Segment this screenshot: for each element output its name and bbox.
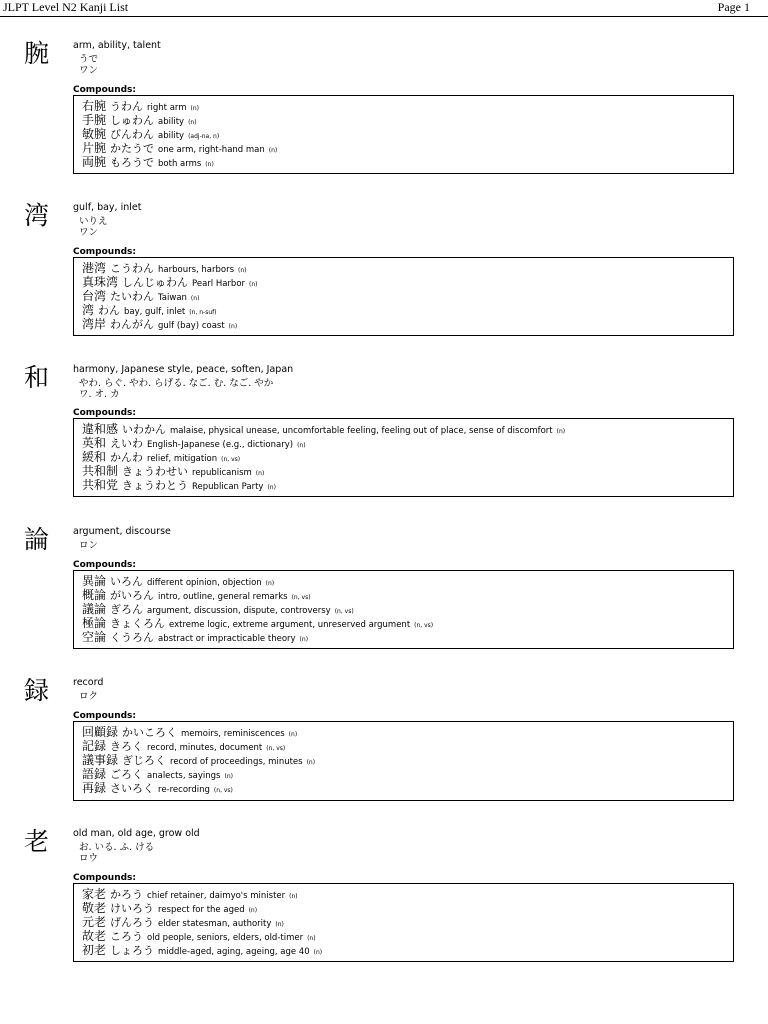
kanji-character: 腕 [24,39,50,68]
compound-reading: いわかん [122,423,167,436]
compound-part-of-speech: (n, n-suf) [189,309,217,316]
compound-part-of-speech: (n, vs) [213,787,233,794]
compound-part-of-speech: (n) [249,281,258,288]
compound-definition: re-recording [158,785,210,795]
compound-row [82,127,733,141]
compound-part-of-speech: (n) [255,470,265,477]
compound-reading: かろう [110,888,144,901]
compound-row [82,781,733,795]
kanji-entry [0,677,768,801]
compound-part-of-speech: (n, vs) [291,594,311,601]
compounds-box [73,418,734,497]
compounds-label: Compounds: [73,873,137,883]
compound-row [82,317,733,331]
compound-definition: malaise, physical unease, uncomfortable feeling, feeling out of place, sense of discomfort [170,426,553,436]
kanji-meaning: gulf, bay, inlet [73,202,142,213]
compound-part-of-speech: (n) [288,731,298,738]
compound-definition: analects, sayings [147,771,221,781]
compound-word: 異論 [82,574,107,588]
kanji-readings [79,691,98,702]
compound-part-of-speech: (n) [299,636,309,643]
compound-row [82,588,733,602]
compound-row [82,602,733,616]
compound-row [82,261,733,275]
compound-part-of-speech: (n) [268,147,278,154]
compound-part-of-speech: (n, vs) [221,456,241,463]
kanji-character: 録 [24,676,50,705]
compound-part-of-speech: (n) [188,119,197,126]
compound-word: 湾 [82,303,95,317]
compounds-box [73,257,734,336]
compound-reading: げんろう [110,916,155,929]
compound-definition: ability [158,117,185,127]
compound-part-of-speech: (n) [224,773,233,780]
compound-word: 台湾 [82,289,107,303]
compound-row [82,767,733,781]
compound-reading: きょくろん [110,617,166,630]
compound-part-of-speech: (n, vs) [266,745,286,752]
compound-definition: chief retainer, daimyo's minister [147,891,286,901]
compound-reading: きろく [110,740,144,753]
compound-row [82,99,733,113]
compound-definition: different opinion, objection [147,578,262,588]
compound-reading: わん [98,304,121,317]
compound-row [82,141,733,155]
compound-row [82,155,733,169]
compound-reading: たいわん [110,290,155,303]
compound-reading: ぎろん [110,603,144,616]
compound-row [82,901,733,915]
compound-row [82,725,733,739]
compound-reading: こうわん [110,262,155,275]
compound-row [82,574,733,588]
compound-definition: bay, gulf, inlet [124,307,186,317]
compound-reading: ごろく [110,768,144,781]
compound-word: 湾岸 [82,317,107,331]
compound-word: 敬老 [82,901,107,915]
compound-reading: ぎじろく [122,754,167,767]
kanji-reading: ロン [79,540,99,551]
compound-definition: relief, mitigation [147,454,218,464]
compound-definition: Republican Party [192,482,264,492]
compound-word: 元老 [82,915,107,929]
compound-word: 港湾 [82,261,107,275]
compound-word: 共和制 [82,464,119,478]
compound-definition: abstract or impracticable theory [158,634,296,644]
compound-reading: しょろう [110,944,155,957]
compound-reading: きょうわとう [122,479,189,492]
compound-reading: きょうわせい [122,465,189,478]
compound-row [82,943,733,957]
kanji-reading: ロウ [79,853,99,864]
compound-part-of-speech: (adj-na, n) [188,133,220,140]
compound-definition: Taiwan [158,293,187,303]
compound-reading: しゅわん [110,114,155,127]
compounds-box [73,95,734,174]
page-number: Page 1 [717,0,750,14]
compound-row [82,630,733,644]
compound-reading: しんじゅわん [122,276,189,289]
compound-word: 回顧録 [82,725,119,739]
kanji-readings [79,378,273,400]
compound-word: 記録 [82,739,107,753]
compound-word: 敏腕 [82,127,107,141]
compound-part-of-speech: (n) [313,949,323,956]
compound-word: 真珠湾 [82,275,119,289]
compound-word: 右腕 [82,99,107,113]
compounds-box [73,721,734,801]
compound-reading: えいわ [110,437,144,450]
compounds-label: Compounds: [73,85,137,95]
kanji-readings [79,842,154,864]
compound-word: 議事録 [82,753,119,767]
kanji-reading: ワン [79,65,99,76]
compound-part-of-speech: (n) [228,323,238,330]
kanji-reading: ワン [79,227,99,238]
kanji-character: 和 [24,363,50,392]
compound-word: 緩和 [82,450,107,464]
compound-definition: record, minutes, document [147,743,263,753]
compound-row [82,303,733,317]
compound-word: 片腕 [82,141,107,155]
compound-row [82,887,733,901]
compound-part-of-speech: (n) [190,105,200,112]
compound-reading: もろうで [110,156,155,169]
kanji-meaning: arm, ability, talent [73,40,161,51]
compound-definition: old people, seniors, elders, old-timer [147,933,304,943]
compound-reading: さいろく [110,782,155,795]
compound-row [82,929,733,943]
compounds-box [73,570,734,649]
compound-definition: both arms [158,159,202,169]
compound-reading: ころう [110,930,144,943]
kanji-reading: うで [79,54,99,65]
compound-reading: びんわん [110,128,155,141]
compound-definition: intro, outline, general remarks [158,592,288,602]
compound-definition: middle-aged, aging, ageing, age 40 [158,947,310,957]
kanji-entry [0,202,768,336]
page-header [0,0,768,17]
compound-part-of-speech: (n) [248,907,258,914]
kanji-meaning: old man, old age, grow old [73,828,200,839]
compound-word: 語録 [82,767,107,781]
compound-row [82,436,733,450]
kanji-reading: ワ. オ. カ [79,389,120,400]
compound-reading: かんわ [110,451,144,464]
kanji-reading: ロク [79,691,99,702]
compound-reading: けいろう [110,902,155,915]
kanji-readings [79,540,98,551]
compound-word: 再録 [82,781,107,795]
compound-definition: one arm, right-hand man [158,145,265,155]
kanji-readings [79,216,108,238]
compound-definition: English-Japanese (e.g., dictionary) [147,440,294,450]
compound-reading: わんがん [110,318,155,331]
kanji-meaning: record [73,677,104,688]
compound-word: 違和感 [82,422,119,436]
compound-word: 英和 [82,436,107,450]
compound-definition: respect for the aged [158,905,245,915]
kanji-meaning: argument, discourse [73,526,171,537]
compound-definition: argument, discussion, dispute, controversy [147,606,331,616]
compound-row [82,739,733,753]
compound-part-of-speech: (n) [556,428,566,435]
compound-row [82,464,733,478]
compound-row [82,113,733,127]
compounds-label: Compounds: [73,247,137,257]
compound-definition: extreme logic, extreme argument, unreserved argument [169,620,411,630]
compounds-label: Compounds: [73,408,137,418]
kanji-meaning: harmony, Japanese style, peace, soften, Japan [73,364,294,375]
compound-part-of-speech: (n) [306,759,316,766]
compound-row [82,422,733,436]
compounds-box [73,883,734,962]
compound-reading: いろん [110,575,144,588]
kanji-readings [79,54,98,76]
compound-part-of-speech: (n) [267,484,276,491]
compound-definition: memoirs, reminiscences [181,729,285,739]
kanji-reading: やわ. らぐ. やわ. らげる. なご. む. なご. やか [79,378,274,389]
document-title: JLPT Level N2 Kanji List [3,0,129,14]
compound-row [82,915,733,929]
kanji-entry [0,526,768,649]
kanji-entry [0,364,768,497]
compound-row [82,478,733,492]
compound-row [82,616,733,630]
compound-word: 概論 [82,588,107,602]
compound-definition: harbours, harbors [158,265,235,275]
compound-definition: record of proceedings, minutes [170,757,303,767]
compounds-label: Compounds: [73,560,137,570]
kanji-character: 湾 [24,201,50,230]
compound-part-of-speech: (n) [275,921,284,928]
compound-reading: がいろん [110,589,155,602]
compound-row [82,275,733,289]
kanji-character: 老 [24,827,50,856]
compound-row [82,450,733,464]
kanji-entry [0,828,768,962]
compound-part-of-speech: (n) [238,267,247,274]
kanji-character: 論 [24,525,50,554]
compound-word: 両腕 [82,155,107,169]
kanji-entry [0,40,768,174]
kanji-reading: お. いる. ふ. ける [79,842,155,853]
compound-word: 故老 [82,929,107,943]
compound-part-of-speech: (n, vs) [414,622,434,629]
compound-row [82,289,733,303]
compound-definition: Pearl Harbor [192,279,246,289]
compound-part-of-speech: (n) [297,442,306,449]
compound-word: 手腕 [82,113,107,127]
compound-definition: gulf (bay) coast [158,321,225,331]
compound-definition: republicanism [192,468,252,478]
compounds-label: Compounds: [73,711,137,721]
compound-part-of-speech: (n) [205,161,214,168]
compound-word: 空論 [82,630,107,644]
compound-row [82,753,733,767]
compound-definition: elder statesman, authority [158,919,272,929]
compound-reading: くうろん [110,631,155,644]
compound-reading: うわん [110,100,144,113]
compound-reading: かいころく [122,726,178,739]
compound-definition: right arm [147,103,187,113]
compound-part-of-speech: (n) [190,295,200,302]
compound-part-of-speech: (n) [307,935,316,942]
kanji-reading: いりえ [79,216,108,227]
compound-part-of-speech: (n, vs) [334,608,354,615]
compound-word: 極論 [82,616,107,630]
compound-reading: かたうで [110,142,155,155]
compound-word: 議論 [82,602,107,616]
compound-word: 家老 [82,887,107,901]
compound-part-of-speech: (n) [265,580,275,587]
compound-part-of-speech: (n) [289,893,298,900]
compound-word: 共和党 [82,478,119,492]
compound-word: 初老 [82,943,107,957]
compound-definition: ability [158,131,185,141]
